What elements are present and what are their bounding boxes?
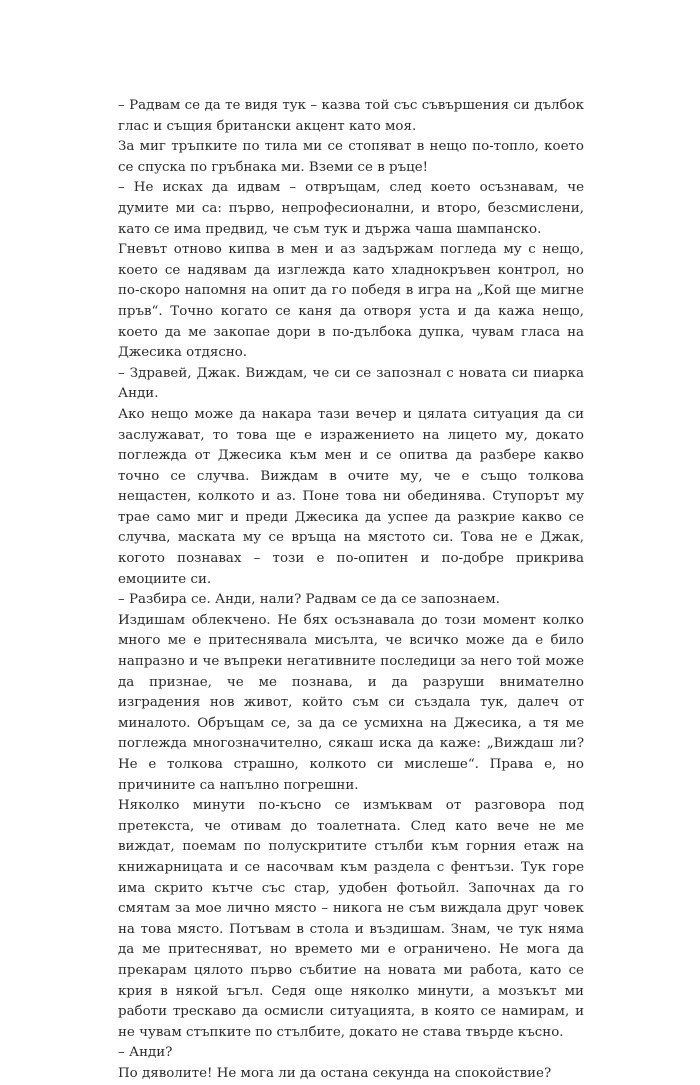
paragraph-5: – Здравей, Джак. Виждам, че си се запознал с новата си пиарка Анди. [118, 365, 584, 402]
paragraph-1: – Радвам се да те видя тук – казва той със съвършения си дълбок глас и същия британски акцент като моя. [118, 98, 584, 134]
paragraph-4: Гневът отново кипва в мен и аз задържам погледа му с нещо, което се надявам да изглежда като хладнокръвен контрол, но по-скоро напомня на опит да го победя в игра на „Кой ще мигне пръв“. Точно когато се каня да отворя уста и да кажа нещо, което да ме закопае дори в по-дълбока дупка, чувам гласа на Джесика отдясно. [118, 242, 584, 361]
paragraph-2: За миг тръпките по тила ми се стопяват в нещо по-топло, което се спуска по гръбнака ми. Вземи се в ръце! [118, 139, 584, 175]
paragraph-7: – Разбира се. Анди, нали? Радвам се да се запознаем. [118, 592, 500, 608]
paragraph-8: Издишам облекчено. Не бях осъзнавала до този момент колко много ме е притеснявала мисълта, че всичко може да е било напразно и че въпреки негативните последици за него той може да признае, че ме познава, и да разруши внимателно изградения нов живот, който съм си създала тук, далеч от миналото. Обръщам се, за да се усмихна на Джесика, а тя ме поглежда многозначително, сякаш иска да каже: „Виждаш ли? Не е толкова страшно, колкото си мислеше“. Права е, но причините са напълно погрешни. [118, 612, 584, 793]
paragraph-3: – Не исках да идвам – отвръщам, след което осъзнавам, че думите ми са: първо, непрофесионални, и второ, безсмислени, като се има предвид, че съм тук и държа чаша шампанско. [118, 180, 584, 237]
paragraph-10: – Анди? [118, 1045, 173, 1061]
page-body-text [118, 96, 584, 1085]
paragraph-11: По дяволите! Не мога ли да остана секунда на спокойствие? [118, 1065, 552, 1081]
paragraph-6: Ако нещо може да накара тази вечер и цялата ситуация да си заслужават, то това ще е изражението на лицето му, докато поглежда от Джесика към мен и се опитва да разбере какво точно се случва. Виждам в очите му, че е също толкова нещастен, колкото и аз. Поне това ни обединява. Ступорът му трае само миг и преди Джесика да успее да разкрие какво се случва, маската му се връща на мястото си. Това не е Джак, когото познавах – този е по-опитен и по-добре прикрива емоциите си. [118, 406, 584, 587]
paragraph-9: Няколко минути по-късно се измъквам от разговора под претекста, че отивам до тоалетната. След като вече не ме виждат, поемам по полускритите стълби към горния етаж на книжарницата и се насочвам към раздела с фентъзи. Тук горе има скрито кътче със стар, удобен фотьойл. Започнах да го смятам за мое лично място – никога не съм виждала друг човек на това място. Потъвам в стола и въздишам. Знам, че тук няма да ме притесняват, но времето ми е ограничено. Не мога да прекарам цялото първо събитие на новата ми работа, като се крия в някой ъгъл. Седя още няколко минути, а мозъкът ми работи трескаво да осмисли ситуацията, в която се намирам, и не чувам стъпките по стълбите, докато не става твърде късно. [118, 798, 584, 1040]
